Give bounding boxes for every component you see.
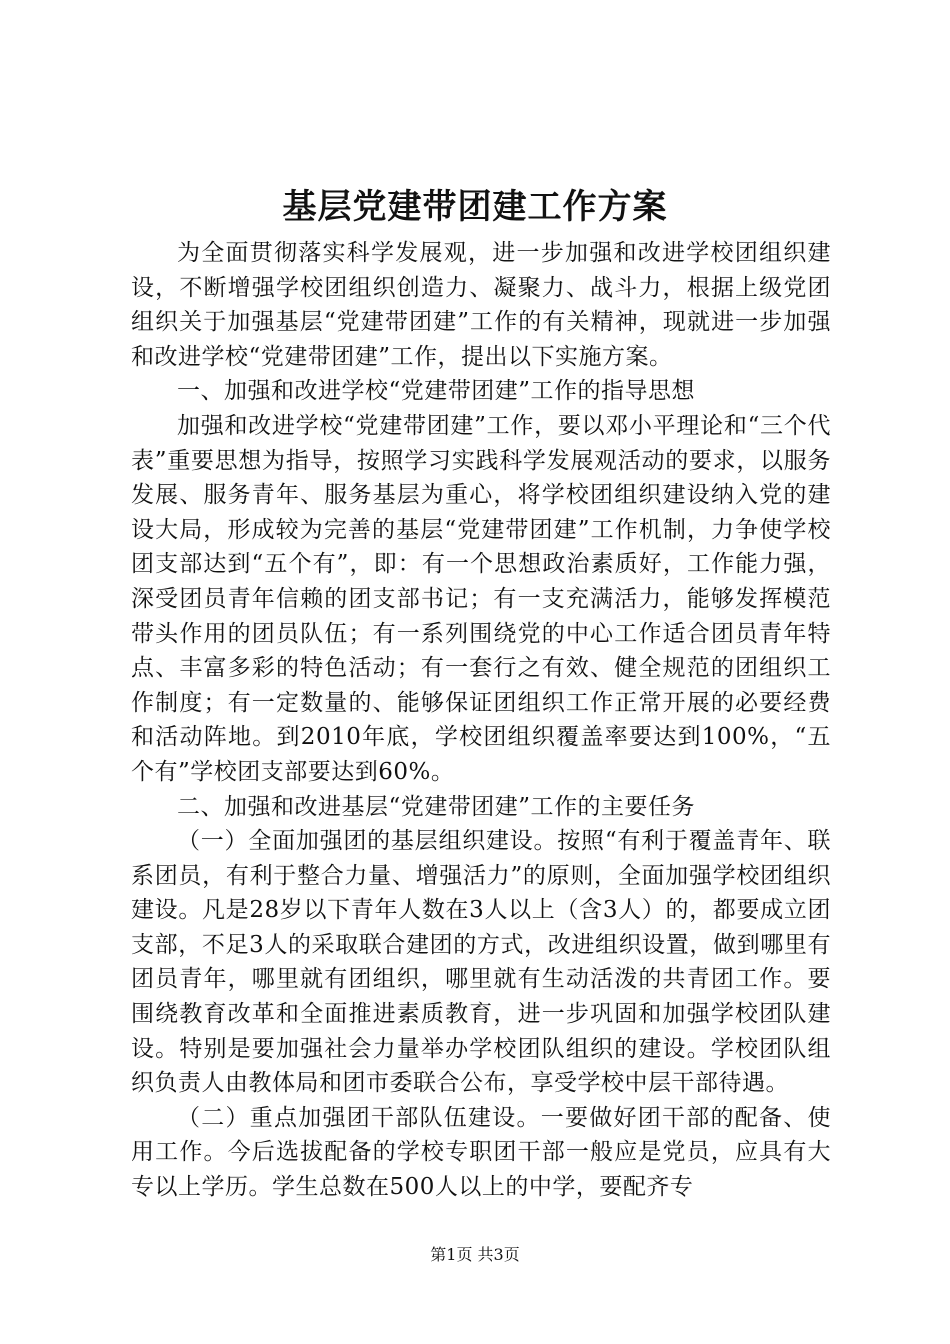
paragraph-intro: 为全面贯彻落实科学发展观，进一步加强和改进学校团组织建设，不断增强学校团组织创造力、凝聚力、战斗力，根据上级党团组织关于加强基层“党建带团建”工作的有关精神，现就进一步加强和改进学校“党建带团建”工作，提出以下实施方案。 (131, 240, 831, 370)
paragraph-guiding-thought: 加强和改进学校“党建带团建”工作，要以邓小平理论和“三个代表”重要思想为指导，按照学习实践科学发展观活动的要求，以服务发展、服务青年、服务基层为重心，将学校团组织建设纳入党的建设大局，形成较为完善的基层“党建带团建”工作机制，力争使学校团支部达到“五个有”，即：有一个思想政治素质好，工作能力强，深受团员青年信赖的团支部书记；有一支充满活力，能够发挥模范带头作用的团员队伍；有一系列围绕党的中心工作适合团员青年特点、丰富多彩的特色活动；有一套行之有效、健全规范的团组织工作制度；有一定数量的、能够保证团组织工作正常开展的必要经费和活动阵地。到2010年底，学校团组织覆盖率要达到100%，“五个有”学校团支部要达到60%。 (131, 412, 831, 785)
document-body (131, 236, 831, 1205)
paragraph-task-2: （二）重点加强团干部队伍建设。一要做好团干部的配备、使用工作。今后选拔配备的学校专职团干部一般应是党员，应具有大专以上学历。学生总数在500人以上的中学，要配齐专 (131, 1104, 831, 1201)
section-heading-1: 一、加强和改进学校“党建带团建”工作的指导思想 (177, 378, 696, 405)
section-heading-2: 二、加强和改进基层“党建带团建”工作的主要任务 (177, 793, 696, 820)
document-title: 基层党建带团建工作方案 (282, 187, 668, 227)
paragraph-task-1: （一）全面加强团的基层组织建设。按照“有利于覆盖青年、联系团员，有利于整合力量、增强活力”的原则，全面加强学校团组织建设。凡是28岁以下青年人数在3人以上（含3人）的，都要成立团支部，不足3人的采取联合建团的方式，改进组织设置，做到哪里有团员青年，哪里就有团组织，哪里就有生动活泼的共青团工作。要围绕教育改革和全面推进素质教育，进一步巩固和加强学校团队建设。特别是要加强社会力量举办学校团队组织的建设。学校团队组织负责人由教体局和团市委联合公布，享受学校中层干部待遇。 (131, 828, 831, 1097)
page-number: 第1页 共3页 (430, 1245, 520, 1264)
